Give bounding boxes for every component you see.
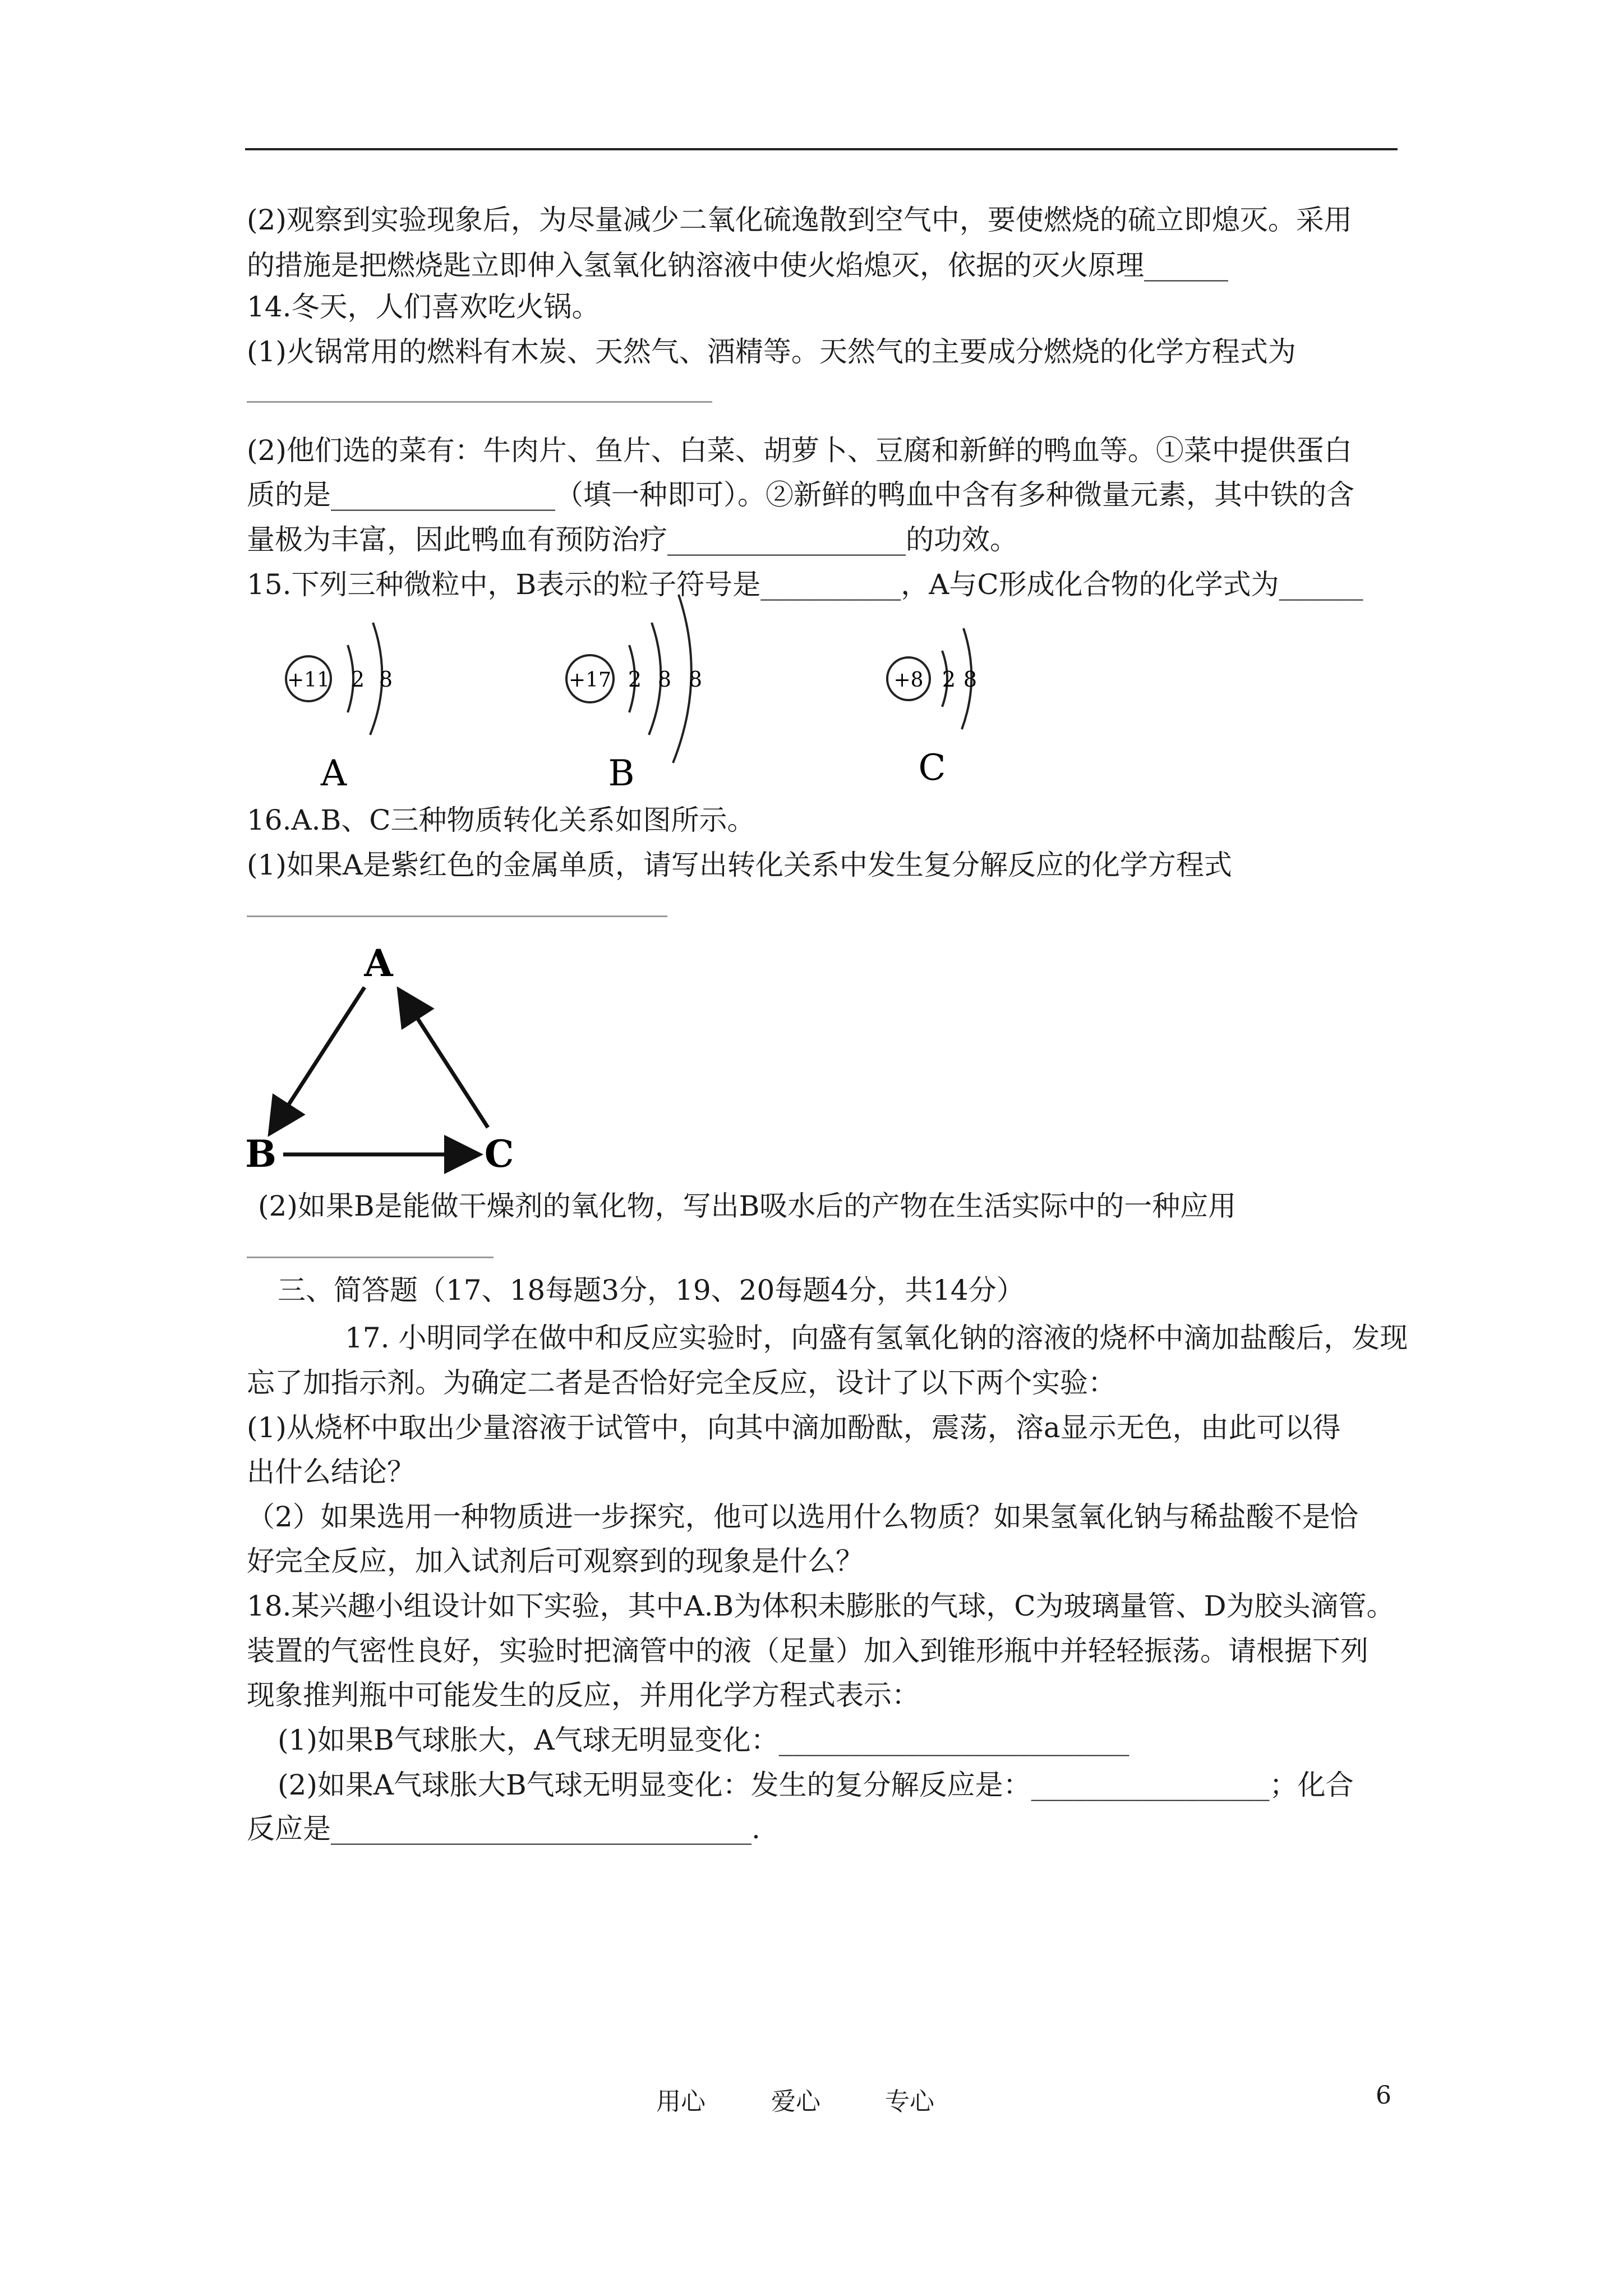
atom-a-label: A bbox=[320, 753, 347, 794]
node-b: B bbox=[245, 1132, 276, 1176]
footer-item-3: 专心 bbox=[885, 2087, 934, 2116]
q14-title: 14.冬天，人们喜欢吃火锅。 bbox=[247, 291, 600, 323]
atom-diagrams bbox=[247, 583, 1088, 808]
atom-b-nucleus: +17 bbox=[569, 669, 611, 692]
q14-part2-line3: 量极为丰富，因此鸭血有预防治疗_________________的功效。 bbox=[247, 523, 1018, 556]
q18-line3: 现象推判瓶中可能发生的反应，并用化学方程式表示： bbox=[247, 1679, 920, 1711]
atom-c-shell-2-count: 8 bbox=[963, 667, 978, 692]
atom-c-nucleus: +8 bbox=[893, 669, 924, 692]
q16-part2: (2)如果B是能做干燥剂的氧化物，写出B吸水后的产物在生活实际中的一种应用 bbox=[258, 1190, 1237, 1222]
atom-a-nucleus: +11 bbox=[287, 669, 330, 692]
footer-item-1: 用心 bbox=[656, 2087, 706, 2116]
atom-b-shell-2-count: 8 bbox=[657, 667, 672, 692]
arrow-c-to-a bbox=[401, 993, 488, 1128]
q14-answer-blank-1[interactable] bbox=[247, 401, 712, 403]
q17-line2: 忘了加指示剂。为确定二者是否恰好完全反应，设计了以下两个实验： bbox=[247, 1366, 1116, 1399]
arrow-a-to-b bbox=[272, 987, 365, 1130]
q13-part2-line2: 的措施是把燃烧匙立即伸入氢氧化钠溶液中使火焰熄灭，依据的灭火原理______ bbox=[247, 249, 1228, 282]
atom-b-shell-3-count: 8 bbox=[688, 667, 703, 692]
atom-a bbox=[286, 623, 393, 794]
q14-part2-line1: (2)他们选的菜有：牛肉片、鱼片、白菜、胡萝卜、豆腐和新鲜的鸭血等。①菜中提供蛋白 bbox=[247, 434, 1352, 467]
section-3-heading: 三、简答题（17、18每题3分，19、20每题4分，共14分） bbox=[278, 1274, 1025, 1306]
q15-text: 15.下列三种微粒中，B表示的粒子符号是__________，A与C形成化合物的化学式为______ bbox=[247, 568, 1363, 601]
header-rule bbox=[245, 148, 1398, 150]
q18-line4: (1)如果B气球胀大，A气球无明显变化：_________________________ bbox=[278, 1724, 1129, 1756]
node-a: A bbox=[364, 941, 393, 985]
q17-line5: （2）如果选用一种物质进一步探究，他可以选用什么物质？如果氢氧化钠与稀盐酸不是恰 bbox=[247, 1501, 1358, 1533]
q17-line6: 好完全反应，加入试剂后可观察到的现象是什么？ bbox=[247, 1545, 864, 1577]
page-number: 6 bbox=[1376, 2081, 1391, 2110]
q18-line6: 反应是______________________________. bbox=[247, 1812, 760, 1845]
atom-c-shell-1-count: 2 bbox=[942, 667, 956, 692]
q18-line1: 18.某兴趣小组设计如下实验，其中A.B为体积未膨胀的气球，C为玻璃量管、D为胶头滴管。 bbox=[247, 1590, 1395, 1622]
q16-title: 16.A.B、C三种物质转化关系如图所示。 bbox=[247, 804, 755, 836]
q14-part2-line2: 质的是________________（填一种即可）。②新鲜的鸭血中含有多种微量元素，其中铁的含 bbox=[247, 478, 1354, 511]
q16-answer-blank-1[interactable] bbox=[247, 915, 667, 917]
atom-c-label: C bbox=[918, 747, 946, 789]
q18-line5: (2)如果A气球胀大B气球无明显变化：发生的复分解反应是：_________________；化合 bbox=[278, 1769, 1354, 1801]
q17-line3: (1)从烧杯中取出少量溶液于试管中，向其中滴加酚酞，震荡，溶a显示无色，由此可以得 bbox=[247, 1411, 1341, 1444]
q16-answer-blank-2[interactable] bbox=[247, 1257, 494, 1258]
q17-line4: 出什么结论？ bbox=[247, 1456, 415, 1488]
conversion-diagram bbox=[241, 937, 555, 1184]
atom-b bbox=[566, 595, 702, 794]
atom-b-label: B bbox=[608, 753, 635, 794]
q13-part2-line1: (2)观察到实验现象后，为尽量减少二氧化硫逸散到空气中，要使燃烧的硫立即熄灭。采用 bbox=[247, 204, 1352, 236]
q17-line1: 17. 小明同学在做中和反应实验时，向盛有氢氧化钠的溶液的烧杯中滴加盐酸后，发现 bbox=[345, 1322, 1408, 1354]
footer-item-2: 爱心 bbox=[771, 2087, 820, 2116]
q16-part1: (1)如果A是紫红色的金属单质，请写出转化关系中发生复分解反应的化学方程式 bbox=[247, 849, 1232, 881]
node-c: C bbox=[484, 1132, 514, 1176]
q18-line2: 装置的气密性良好，实验时把滴管中的液（足量）加入到锥形瓶中并轻轻振荡。请根据下列 bbox=[247, 1635, 1368, 1667]
atom-a-shell-1-count: 2 bbox=[351, 667, 365, 692]
atom-a-shell-2-count: 8 bbox=[379, 667, 393, 692]
atom-c bbox=[887, 628, 977, 789]
atom-b-shell-1-count: 2 bbox=[628, 667, 642, 692]
q14-part1: (1)火锅常用的燃料有木炭、天然气、酒精等。天然气的主要成分燃烧的化学方程式为 bbox=[247, 335, 1296, 368]
